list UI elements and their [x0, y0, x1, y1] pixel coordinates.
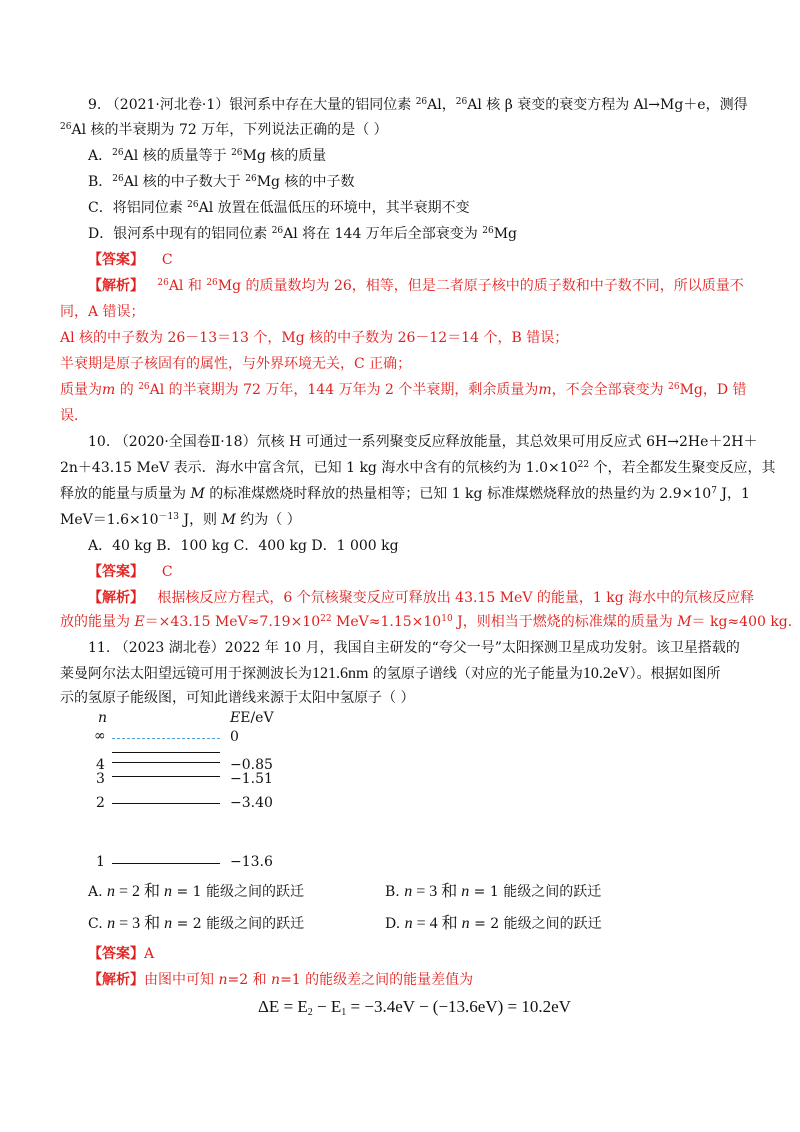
level-e-2: −3.40	[230, 795, 273, 811]
level-line-2	[112, 803, 220, 804]
q9-stem-line2: $^{26}$Al 核的半衰期为 72 万年，下列说法正确的是（ ）	[60, 122, 388, 138]
q11-stem-line1: 11. （2023 湖北卷）2022 年 10 月，我国自主研发的“夸父一号”太阳探测卫星成功发射。该卫星搭载的	[88, 640, 740, 656]
q9-option-c: C．将铝同位素 $^{26}$Al 放置在低温低压的环境中，其半衰期不变	[88, 200, 470, 216]
q11-stem-line2: 莱曼阿尔法太阳望远镜可用于探测波长为121.6nm 的氢原子谱线（对应的光子能量为10.2eV）。根据如图所	[60, 665, 721, 682]
q11-option-b: B. n = 3 和 n = 1 能级之间的跃迁	[385, 883, 602, 900]
q10-analysis-line2: 放的能量为 E＝×43.15 $MeV\approx 7.19\times 10^{22}$ $MeV\approx 1.15\times 10^{10}$ J，则相当于燃烧的标准煤的质量为 M＝ kg≈400 kg.	[60, 614, 793, 630]
level-line-higher	[112, 752, 220, 753]
level-e-4: −0.85	[230, 757, 273, 773]
level-n-inf: ∞	[94, 728, 106, 744]
diagram-energy-axis-label: EE/eV	[230, 710, 274, 726]
q10-stem-line4: $MeV=1.6\times 10^{-13}$ J，则 M 约为（ ）	[60, 512, 301, 528]
q9-answer	[88, 251, 173, 269]
q10-stem-line2: 2n＋43.15 MeV 表示．海水中富含氘，已知 1 kg 海水中含有的氘核约为 $1.0\times 10^{22}$ 个，若全都发生聚变反应，其	[60, 460, 776, 476]
diagram-n-axis-label: n	[98, 710, 108, 726]
level-line-4	[112, 762, 220, 763]
q10-stem-line1: 10. （2020·全国卷Ⅱ·18）氘核 H 可通过一系列聚变反应释放能量，其总效果可用反应式 6H→2He＋2H＋	[88, 434, 758, 450]
q10-answer: 【答案】 C	[88, 564, 173, 580]
level-n-1: 1	[96, 854, 105, 870]
answer-value: C	[161, 252, 173, 268]
q9-analysis-line6: 误．	[60, 408, 88, 424]
energy-level-diagram	[90, 708, 310, 878]
q10-stem-line3: 释放的能量与质量为 M 的标准煤燃烧时释放的热量相等；已知 1 kg 标准煤燃烧释放的热量约为 $2.9\times 10^7$ J，1	[60, 486, 750, 502]
q9-analysis-line1: 【解析】 $^{26}$Al 和 $^{26}$Mg 的质量数均为 26，相等，但是二者原子核中的质子数和中子数不同，所以质量不	[88, 278, 744, 294]
q9-analysis-line3: Al 核的中子数为 26－13＝13 个，Mg 核的中子数为 26－12＝14 个，B 错误；	[60, 330, 569, 346]
q9-analysis-line2: 同，A 错误；	[60, 304, 145, 320]
level-n-3: 3	[96, 771, 105, 787]
q11-stem-line3: 示的氢原子能级图，可知此谱线来源于太阳中氢原子（ ）	[60, 690, 415, 706]
level-n-2: 2	[96, 795, 105, 811]
answer-label: 【答案】	[88, 252, 144, 268]
level-e-3: −1.51	[230, 771, 273, 787]
q11-option-a: A. n = 2 和 n = 1 能级之间的跃迁	[88, 883, 305, 900]
q11-analysis-line1: 【解析】由图中可知 n=2 和 n=1 的能级差之间的能量差值为	[88, 972, 474, 988]
q11-answer: 【答案】A	[88, 946, 155, 962]
level-e-inf: 0	[230, 729, 239, 745]
level-e-1: −13.6	[230, 854, 273, 870]
q10-options: A．40 kg B．100 kg C．400 kg D．1 000 kg	[88, 538, 399, 554]
level-line-inf	[112, 738, 220, 739]
q11-formula: $\Delta E = E_2 - E_1 = -3.4eV - (-13.6eV) = 10.2eV$	[258, 997, 571, 1018]
level-line-1	[112, 863, 220, 864]
q11-option-d: D. n = 4 和 n = 2 能级之间的跃迁	[385, 915, 602, 932]
q9-option-a: A．$^{26}$Al 核的质量等于 $^{26}$Mg 核的质量	[88, 148, 327, 164]
q9-stem-line1: 9. （2021·河北卷·1）银河系中存在大量的铝同位素 $^{26}$Al，$^{26}$Al 核 β 衰变的衰变方程为 Al→Mg＋e，测得	[88, 97, 748, 113]
level-n-4: 4	[96, 757, 105, 773]
q9-analysis-line5: 质量为m 的 $^{26}$Al 的半衰期为 72 万年，144 万年为 2 个半衰期，剩余质量为m，不会全部衰变为 $^{26}$Mg，D 错	[60, 382, 747, 398]
q11-option-c: C. n = 3 和 n = 2 能级之间的跃迁	[88, 915, 305, 932]
q9-option-d: D．银河系中现有的铝同位素 $^{26}$Al 将在 144 万年后全部衰变为 $^{26}$Mg	[88, 226, 518, 242]
level-line-3	[112, 776, 220, 777]
q9-analysis-line4: 半衰期是原子核固有的属性，与外界环境无关，C 正确；	[60, 356, 412, 372]
q10-analysis-line1: 【解析】 根据核反应方程式，6 个氘核聚变反应可释放出 43.15 MeV 的能量，1 kg 海水中的氘核反应释	[88, 590, 755, 606]
q9-option-b: B．$^{26}$Al 核的中子数大于 $^{26}$Mg 核的中子数	[88, 174, 355, 190]
